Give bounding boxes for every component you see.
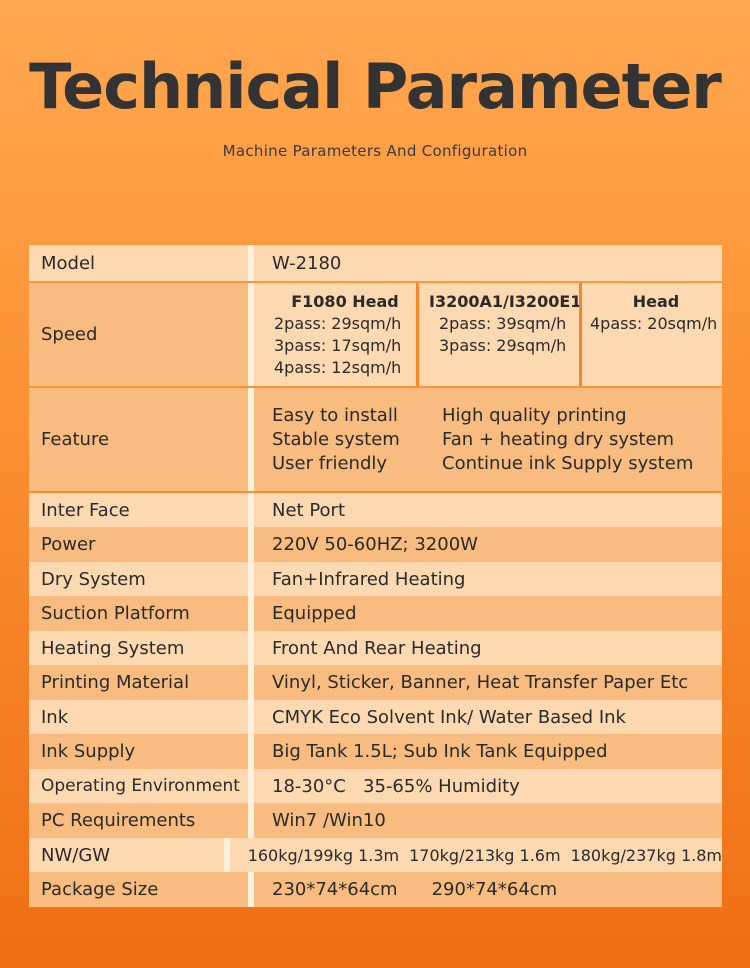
row-value: 220V 50-60HZ; 3200W bbox=[254, 527, 722, 562]
row-label: Dry System bbox=[29, 562, 248, 596]
row-ink bbox=[29, 700, 722, 734]
row-material bbox=[29, 665, 722, 700]
feature-item: Easy to install bbox=[272, 404, 398, 426]
row-label: NW/GW bbox=[29, 838, 224, 872]
page-title: Technical Parameter bbox=[29, 50, 721, 123]
row-environment bbox=[29, 769, 722, 803]
row-value bbox=[230, 838, 722, 872]
package-item: 230*74*64cm bbox=[272, 879, 398, 900]
page-subtitle: Machine Parameters And Configuration bbox=[222, 142, 528, 160]
feature-item: Stable system bbox=[272, 428, 400, 450]
row-label: Ink Supply bbox=[29, 734, 248, 769]
nwgw-item: 160kg/199kg 1.3m bbox=[247, 845, 400, 865]
row-label: PC Requirements bbox=[29, 803, 248, 838]
feature-item: High quality printing bbox=[442, 404, 627, 426]
row-model bbox=[29, 245, 722, 281]
row-label: Package Size bbox=[29, 872, 248, 907]
row-suction bbox=[29, 596, 722, 631]
nwgw-item: 180kg/237kg 1.8m bbox=[570, 845, 722, 865]
row-value: W-2180 bbox=[254, 245, 722, 281]
feature-item: Fan + heating dry system bbox=[442, 428, 675, 450]
row-speed bbox=[29, 283, 722, 386]
row-value: Net Port bbox=[254, 493, 722, 527]
feature-item: User friendly bbox=[272, 452, 388, 474]
row-label: Model bbox=[29, 245, 248, 281]
row-label: Feature bbox=[29, 388, 248, 491]
nwgw-item: 170kg/213kg 1.6m bbox=[409, 845, 561, 865]
row-power bbox=[29, 527, 722, 562]
speed-values bbox=[254, 283, 722, 386]
row-label: Ink bbox=[29, 700, 248, 734]
row-value: 18-30°C 35-65% Humidity bbox=[254, 769, 722, 803]
row-value: CMYK Eco Solvent Ink/ Water Based Ink bbox=[254, 700, 722, 734]
row-label: Suction Platform bbox=[29, 596, 248, 631]
row-label: Heating System bbox=[29, 631, 248, 665]
row-value: Front And Rear Heating bbox=[254, 631, 722, 665]
row-label: Operating Environment bbox=[29, 769, 248, 803]
speed-head-3: Head 4pass: 20sqm/h bbox=[579, 283, 722, 386]
row-value: Equipped bbox=[254, 596, 722, 631]
row-label: Printing Material bbox=[29, 665, 248, 700]
row-feature bbox=[29, 388, 722, 491]
row-value: Win7 /Win10 bbox=[254, 803, 722, 838]
row-value: Fan+Infrared Heating bbox=[254, 562, 722, 596]
feature-values bbox=[254, 388, 722, 491]
speed-head-f1080: F1080 Head 2pass: 29sqm/h 3pass: 17sqm/h 4pass: 12sqm/h bbox=[274, 292, 402, 377]
package-item: 290*74*64cm bbox=[431, 879, 558, 900]
parameter-table bbox=[29, 245, 722, 907]
row-pc bbox=[29, 803, 722, 838]
row-label: Inter Face bbox=[29, 493, 248, 527]
row-value bbox=[254, 872, 722, 907]
speed-head-i3200: I3200A1/I3200E1 2pass: 39sqm/h 3pass: 29sqm/h bbox=[416, 283, 579, 386]
row-ink-supply bbox=[29, 734, 722, 769]
row-nwgw bbox=[29, 838, 722, 872]
row-value: Vinyl, Sticker, Banner, Heat Transfer Paper Etc bbox=[254, 665, 722, 700]
row-dry-system bbox=[29, 562, 722, 596]
row-package bbox=[29, 872, 722, 907]
feature-item: Continue ink Supply system bbox=[442, 452, 694, 474]
row-interface bbox=[29, 493, 722, 527]
row-label: Speed bbox=[29, 283, 248, 386]
row-label: Power bbox=[29, 527, 248, 562]
row-value: Big Tank 1.5L; Sub Ink Tank Equipped bbox=[254, 734, 722, 769]
row-heating bbox=[29, 631, 722, 665]
